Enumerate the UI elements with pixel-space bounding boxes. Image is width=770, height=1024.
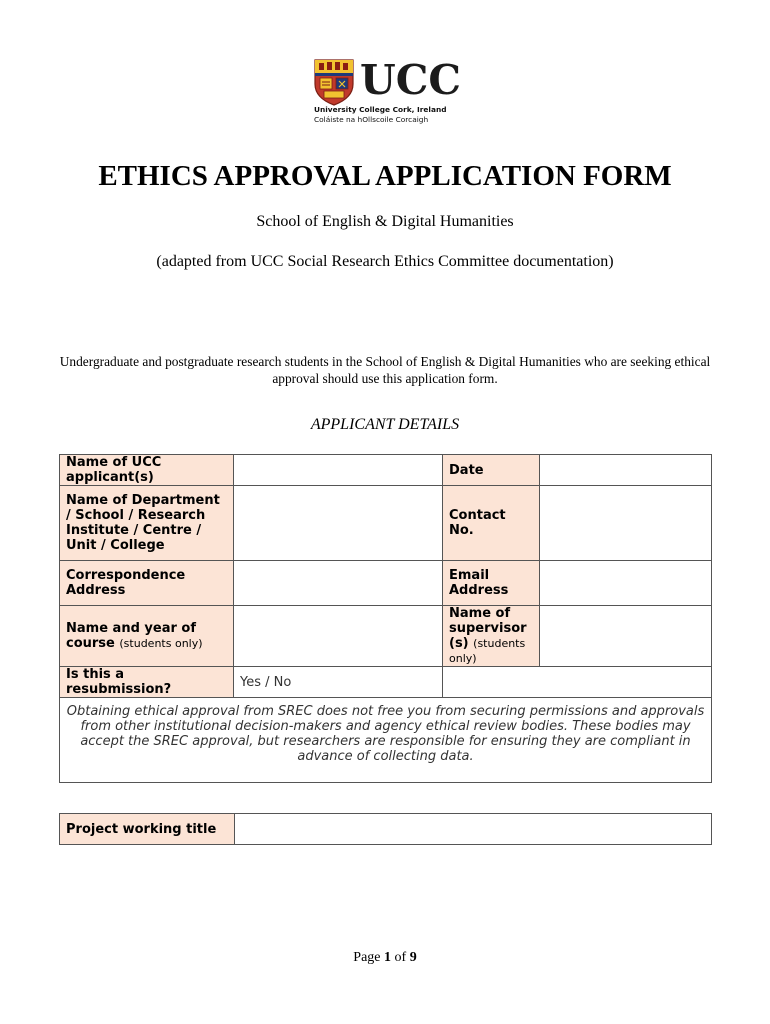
course-label [60,606,234,667]
page-of: of [394,950,407,965]
course-note: (students only) [119,637,203,650]
logo-irish-name: Coláiste na hOllscoile Corcaigh [314,115,429,124]
disclaimer-note: Obtaining ethical approval from SREC does not free you from securing permissions and approvals from other institutional decision-makers and agency ethical review bodies. These bodies may accept the SREC approval, but researchers are responsible for ensuring they are compliant in advance of collecting data. [60,698,712,783]
school-name: School of English & Digital Humanities [256,213,514,230]
contact-label: Contact No. [443,486,540,561]
supervisor-label [443,606,540,667]
applicant-name-label: Name of UCC applicant(s) [60,455,234,486]
supervisor-label-text: Name of supervisor (s) [449,606,527,651]
page-number [0,950,770,966]
logo-english-name: University College Cork, Ireland [314,105,447,114]
empty-cell [443,667,712,698]
resubmission-field[interactable]: Yes / No [234,667,443,698]
date-label: Date [443,455,540,486]
table-row [60,561,712,606]
adapted-note: (adapted from UCC Social Research Ethics Committee documentation) [156,253,614,270]
section-heading: APPLICANT DETAILS [310,416,460,433]
department-label: Name of Department / School / Research Institute / Centre / Unit / College [60,486,234,561]
table-row [60,455,712,486]
date-field[interactable] [540,455,712,486]
course-field[interactable] [234,606,443,667]
table-row [60,486,712,561]
page-current: 1 [384,950,392,965]
resubmission-label: Is this a resubmission? [60,667,234,698]
project-table [59,813,712,845]
page-word: Page [353,950,381,965]
correspondence-field[interactable] [234,561,443,606]
applicant-details-table [59,454,712,783]
table-row [60,814,712,845]
table-row [60,698,712,783]
ucc-crest-icon [313,58,355,106]
department-field[interactable] [234,486,443,561]
correspondence-label: Correspondence Address [60,561,234,606]
intro-paragraph: Undergraduate and postgraduate research students in the School of English & Digital Humanities who are seeking ethical approval should use this application form. [59,354,711,386]
course-label-text: Name and year of course [66,621,196,651]
form-title: ETHICS APPROVAL APPLICATION FORM [98,160,672,192]
email-label: Email Address [443,561,540,606]
ucc-logo [313,58,463,126]
project-title-label: Project working title [60,814,235,845]
supervisor-field[interactable] [540,606,712,667]
table-row [60,606,712,667]
contact-field[interactable] [540,486,712,561]
logo-wordmark: UCC [360,56,462,104]
email-field[interactable] [540,561,712,606]
table-row [60,667,712,698]
page-total: 9 [409,950,417,965]
applicant-name-field[interactable] [234,455,443,486]
supervisor-note: (students only) [449,637,526,665]
project-title-field[interactable] [235,814,712,845]
